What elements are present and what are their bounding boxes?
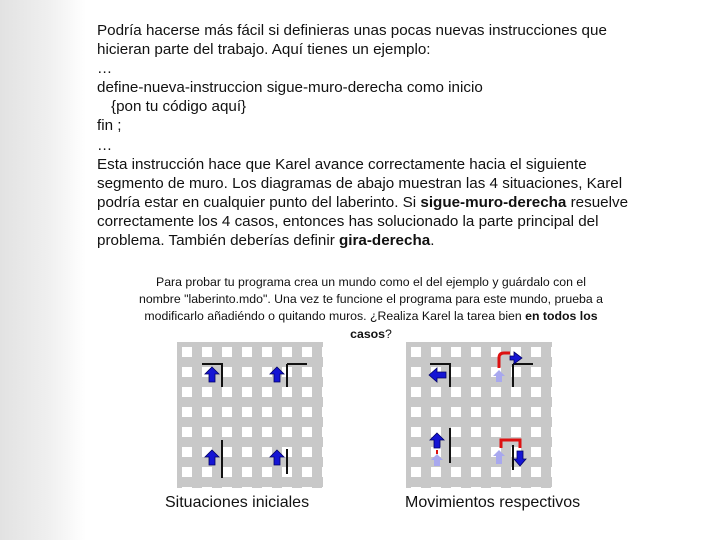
- note-line: [98, 308, 644, 325]
- text-line: [97, 193, 697, 212]
- slide-decoration-band: [0, 0, 86, 540]
- test-instructions-note: [98, 274, 644, 343]
- instructions-text: [97, 21, 697, 250]
- ellipsis-line: …: [97, 60, 113, 78]
- text-span: problema. También deberías definir: [97, 232, 340, 250]
- note-line: nombre "laberinto.mdo". Una vez te funcione el programa para este mundo, prueba a: [139, 292, 603, 307]
- text-span: .: [430, 232, 435, 250]
- note-span: modificarlo añadiéndo o quitando muros. ¿Realiza Karel la tarea bien: [144, 309, 526, 324]
- note-line: [98, 326, 644, 343]
- text-span: resuelve: [566, 193, 629, 211]
- text-line: correctamente los 4 casos, entonces has solucionado la parte principal del: [97, 212, 599, 230]
- caption-initial: Situaciones iniciales: [165, 494, 310, 511]
- note-line: Para probar tu programa crea un mundo como el del ejemplo y guárdalo con el: [156, 275, 586, 289]
- text-line: Podría hacerse más fácil si definieras unas pocas nuevas instrucciones que: [97, 22, 607, 39]
- caption-moves: Movimientos respectivos: [405, 494, 581, 511]
- note-bold: en todos los: [525, 309, 598, 324]
- text-span: podría estar en cualquier punto del laberinto. Si: [97, 193, 421, 211]
- text-line: [97, 231, 697, 250]
- movements-diagram: [406, 342, 552, 488]
- initial-grid-svg: [177, 342, 323, 488]
- movements-grid-svg: [406, 342, 552, 488]
- initial-situations-diagram: [177, 342, 323, 488]
- note-span: ?: [385, 326, 392, 341]
- text-line: hicieran parte del trabajo. Aquí tienes un ejemplo:: [97, 41, 431, 59]
- instruction-name-bold: sigue-muro-derecha: [420, 193, 567, 211]
- note-bold: casos: [350, 326, 386, 341]
- code-line-body: {pon tu código aquí}: [111, 98, 247, 116]
- text-line: Esta instrucción hace que Karel avance correctamente hacia el siguiente: [97, 155, 587, 173]
- ellipsis-line: …: [97, 136, 113, 154]
- code-line-define: define-nueva-instruccion sigue-muro-derecha como inicio: [97, 79, 483, 97]
- instruction-name-bold: gira-derecha: [339, 232, 431, 250]
- text-line: segmento de muro. Los diagramas de abajo muestran las 4 situaciones, Karel: [97, 174, 623, 192]
- code-line-end: fin ;: [97, 117, 122, 135]
